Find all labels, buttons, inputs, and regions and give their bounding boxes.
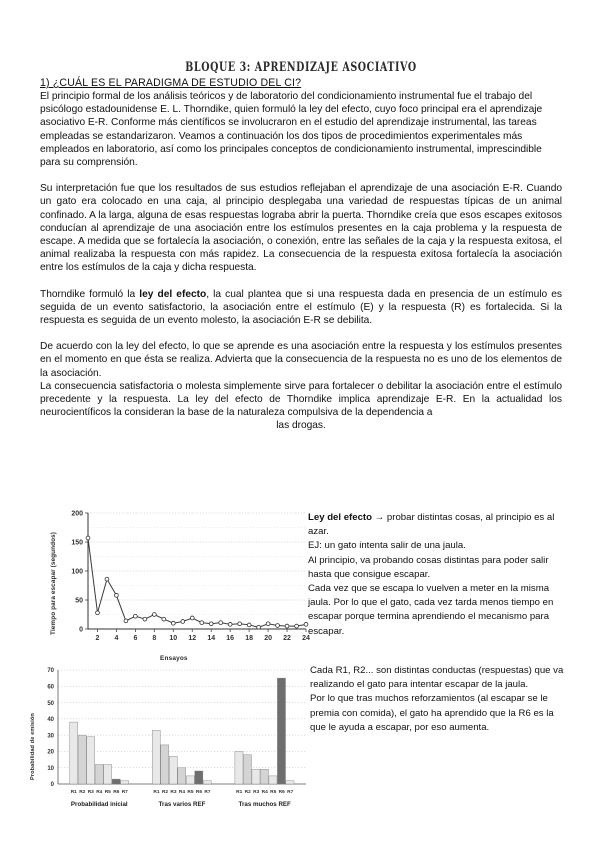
figure-1-side-text: [308, 511, 564, 639]
paragraph-4: De acuerdo con la ley del efecto, lo que se aprende es una asociación entre la respuesta y los estímulos presentes en el momento en que ésta se realiza. Advierta que la consecuencia de la respuesta no es uno de los elementos de la asociación.: [40, 341, 562, 379]
svg-text:R5: R5: [104, 790, 111, 795]
figure-1-line-2: EJ: un gato intenta salir de una jaula.: [308, 540, 466, 552]
svg-text:2: 2: [95, 635, 100, 642]
svg-text:R3: R3: [170, 790, 177, 795]
svg-text:R5: R5: [187, 790, 194, 795]
svg-text:R2: R2: [244, 790, 251, 795]
svg-text:R7: R7: [287, 790, 294, 795]
figure-1-line-3: Al principio, va probando cosas distintas para poder salir hasta que consigue escapar.: [308, 554, 549, 580]
bar-chart-canvas: [18, 662, 310, 824]
paragraph-1: El principio formal de los análisis teóricos y de laboratorio del condicionamiento instrumental fue el trabajo del psicólogo estadounidense E. L. Thorndike, quien formuló la ley del efecto, cuyo foco principal era el aprendizaje asociativo E-R. Conforme más científicos se involucraron en el estudio del aprendizaje instrumental, las tareas empleadas se estandarizaron. Veamos a continuación los dos tipos de procedimientos experimentales más empleados en laboratorio, así como los principales conceptos de condicionamiento instrumental, imprescindible para su comprensión.: [40, 91, 543, 169]
svg-text:60: 60: [47, 684, 54, 691]
svg-text:0: 0: [79, 626, 83, 634]
svg-text:8: 8: [152, 635, 157, 642]
svg-text:50: 50: [75, 597, 83, 605]
svg-text:6: 6: [133, 635, 138, 642]
svg-text:10: 10: [169, 635, 178, 642]
svg-text:100: 100: [71, 568, 83, 576]
figure-escape-latency: [40, 505, 562, 665]
svg-text:R6: R6: [278, 790, 285, 795]
svg-text:R1: R1: [70, 790, 77, 795]
svg-text:Probabilidad inicial: Probabilidad inicial: [70, 801, 128, 808]
svg-text:10: 10: [47, 765, 54, 772]
bar-chart: [18, 662, 310, 822]
document-body: [40, 60, 562, 433]
figure-2-line-2: Por lo que tras muchos reforzamientos (al escapar se le premia con comida), el gato ha aprendido que la R6 es la que le ayuda a escapar, por eso aumenta.: [310, 693, 554, 733]
svg-text:R3: R3: [87, 790, 94, 795]
svg-text:30: 30: [47, 733, 54, 740]
paragraph-5-tail: las drogas.: [276, 420, 326, 432]
svg-text:R1: R1: [236, 790, 243, 795]
paragraph-2: Su interpretación fue que los resultados de sus estudios reflejaban el aprendizaje de una asociación E-R. Cuando un gato era colocado en una caja, al principio desplegaba una variedad de respuestas típicas de un animal confinado. A la larga, alguna de esas respuestas lograba abrir la puerta. Thorndike creía que esos escapes exitosos conducían al aprendizaje de una asociación entre los estímulos presentes en la caja problema y la respuesta de escape. A medida que se fortalecía la asociación, o conexión, entre las señales de la caja y la respuesta exitosa, el animal realizaba la respuesta con más rapidez. La consecuencia de la respuesta exitosa fortalecía la asociación entre los estímulos de la caja y dicha respuesta.: [40, 183, 562, 274]
svg-text:R4: R4: [96, 790, 103, 795]
svg-text:12: 12: [188, 635, 197, 642]
svg-text:150: 150: [71, 539, 83, 547]
svg-text:R2: R2: [161, 790, 169, 795]
figure-2-side-text: [310, 664, 572, 735]
svg-text:18: 18: [245, 635, 254, 642]
svg-text:R5: R5: [270, 790, 277, 795]
svg-text:20: 20: [47, 749, 54, 756]
svg-text:70: 70: [47, 668, 54, 675]
svg-text:50: 50: [47, 700, 54, 707]
figure-1-line-4: Cada vez que se escapa lo vuelven a meter en la misma jaula. Por lo que el gato, cada vez tarda menos tiempo en escapar porque termina aprendiendo el mecanismo para escapar.: [308, 583, 554, 637]
section-heading: 1) ¿CUÁL ES EL PARADIGMA DE ESTUDIO DEL CI?: [40, 77, 302, 89]
line-chart: [40, 505, 312, 665]
svg-text:R2: R2: [79, 790, 86, 795]
line-chart-ylabel: Tiempo para escapar (segundos): [50, 531, 57, 635]
svg-text:40: 40: [47, 717, 54, 724]
svg-text:20: 20: [264, 635, 272, 642]
svg-text:Tras muchos REF: Tras muchos REF: [238, 801, 291, 808]
paragraph-5: [40, 380, 562, 420]
svg-text:22: 22: [283, 635, 291, 642]
law-of-effect-bold: ley del efecto: [139, 288, 207, 300]
svg-text:R6: R6: [195, 790, 203, 795]
figure-1-line-1: → probar distintas cosas, al principio es al azar.: [308, 512, 555, 538]
figure-response-probability: [18, 662, 578, 832]
svg-text:R4: R4: [261, 790, 268, 795]
paragraph-3: [40, 288, 562, 328]
svg-text:R3: R3: [253, 790, 260, 795]
svg-text:14: 14: [207, 635, 216, 642]
law-of-effect-label: Ley del efecto: [308, 512, 372, 523]
paragraph-5-main: La consecuencia satisfactoria o molesta simplemente sirve para fortalecer o debilitar la asociación entre el estímulo precedente y la respuesta. La ley del efecto de Thorndike implica aprendizaje E-R. En la actualidad los neurocientíficos la consideran la base de la naturaleza compulsiva de la dependencia a: [40, 380, 562, 419]
svg-text:R7: R7: [121, 790, 128, 795]
paragraph-3-pre: Thorndike formuló la: [40, 288, 140, 300]
svg-text:Tras varios REF: Tras varios REF: [158, 801, 206, 808]
svg-text:R4: R4: [178, 790, 186, 795]
svg-text:R7: R7: [204, 790, 211, 795]
svg-text:0: 0: [50, 782, 54, 789]
svg-text:16: 16: [226, 635, 235, 642]
paragraph-3-post: , la cual plantea que si una respuesta dada en presencia de un estímulo es seguida de un evento satisfactorio, la asociación entre el estímulo (E) y la respuesta (R) es fortalecida. Si la respuesta es seguida de un evento molesto, la asociación E-R se debilita.: [40, 288, 562, 327]
line-chart-canvas: [40, 505, 312, 657]
bar-chart-ylabel: Probabilidad de emisión: [30, 713, 36, 780]
document-title: BLOQUE 3: APRENDIZAJE ASOCIATIVO: [185, 60, 417, 75]
svg-text:200: 200: [71, 510, 83, 518]
figure-2-line-1: Cada R1, R2... son distintas conductas (respuestas) que va realizando el gato para intentar escapar de la jaula.: [310, 665, 564, 691]
svg-text:4: 4: [114, 635, 119, 642]
svg-text:R6: R6: [113, 790, 120, 795]
svg-text:R1: R1: [153, 790, 160, 795]
svg-text:24: 24: [302, 635, 310, 642]
line-chart-xlabel: Ensayos: [160, 655, 188, 662]
